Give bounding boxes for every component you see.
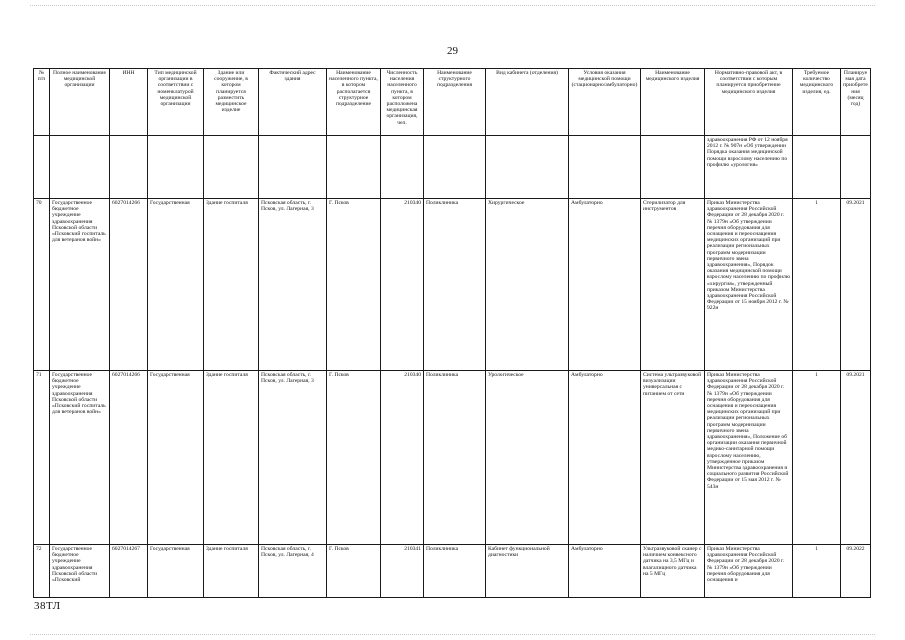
care-conditions: Амбулаторно (569, 199, 641, 371)
locality: Г. Псков (327, 371, 381, 545)
header-cell: Фактический адрес здания (259, 69, 327, 136)
organization-name: Государственное бюджетное учреждение здравоохранения Псковской области «Псковский (50, 545, 110, 598)
legal-act: Приказ Министерства здравоохранения Российской Федерации от 28 декабря 2020 г. № 1379н «Об утверждении перечня оборудования для оснащения и переоснащения медицинских организаций при реализации региональных программ модернизации первичного звена здравоохранения», Порядок оказания медицинской помощи взрослому населению по профилю «хирургия», утвержденный приказом Министерства здравоохранения Российской Федерации от 15 ноября 2012 г. № 922н (705, 199, 793, 371)
equipment-table (33, 68, 871, 598)
organization-name: Государственное бюджетное учреждение здравоохранения Псковской области «Псковский госпиталь для ветеранов войн» (50, 199, 110, 371)
row-number: 71 (34, 371, 50, 545)
header-cell: Требуемое количество медицинского изделия, ед. (793, 69, 841, 136)
legal-act: Приказ Министерства здравоохранения Российской Федерации от 28 декабря 2020 г. № 1379н «Об утверждении перечня оборудования для оснащения и переоснащения медицинских организаций при реализации региональных программ модернизации первичного звена здравоохранения», Положение об организации оказания первичной медико-санитарной помощи взрослому населению, утвержденное приказом Министерства здравоохранения и социального развития Российской Федерации от 15 мая 2012 г. № 543н (705, 371, 793, 545)
header-cell: Численность населения населенного пункта, в котором расположена медицинская организация, чел. (381, 69, 424, 136)
table-row (34, 545, 871, 598)
quantity: 1 (793, 371, 841, 545)
building: Здание госпиталя (204, 545, 259, 598)
locality: Г. Псков (327, 545, 381, 598)
population: 210341 (381, 545, 424, 598)
header-cell: Здание или сооружение, в котором планируется разместить медицинское изделие (204, 69, 259, 136)
organization-name: Государственное бюджетное учреждение здравоохранения Псковской области «Псковский госпиталь для ветеранов войн» (50, 371, 110, 545)
header-cell: Наименование населенного пункта, в котором располагается структурное подразделение (327, 69, 381, 136)
structural-unit: Поликлиника (424, 199, 486, 371)
care-conditions: Амбулаторно (569, 371, 641, 545)
organization-type: Государственная (148, 545, 204, 598)
device-name: Система ультразвуковой визуализации универсальная с питанием от сети (641, 371, 705, 545)
header-cell: Вид кабинета (отделения) (486, 69, 569, 136)
structural-unit: Поликлиника (424, 371, 486, 545)
table-row (34, 199, 871, 371)
room-type: Кабинет функциональной диагностики (486, 545, 569, 598)
room-type: Хирургическое (486, 199, 569, 371)
scan-edge-bottom (30, 634, 875, 635)
inn: 6027014266 (110, 199, 148, 371)
legal-act-continuation: здравоохранения РФ от 12 ноября 2012 г. № 907н «Об утверждении Порядка оказания медицинской помощи взрослому населению по профилю «урология» (705, 136, 793, 199)
population: 210340 (381, 371, 424, 545)
inn: 6027014267 (110, 545, 148, 598)
table-row (34, 371, 871, 545)
care-conditions: Амбулаторно (569, 545, 641, 598)
device-name: Ультразвуковой сканер с наличием конвексного датчика на 3,5 МГц и влагалищного датчика на 5 МГц (641, 545, 705, 598)
header-cell: № п/п (34, 69, 50, 136)
population: 210340 (381, 199, 424, 371)
planned-date: 09.2022 (841, 545, 871, 598)
organization-type: Государственная (148, 199, 204, 371)
header-cell: Наименование структурного подразделения (424, 69, 486, 136)
scan-edge-top (30, 5, 875, 6)
row-number: 70 (34, 199, 50, 371)
quantity: 1 (793, 545, 841, 598)
legal-act: Приказ Министерства здравоохранения Российской Федерации от 28 декабря 2020 г. № 1379н «Об утверждении перечня оборудования для оснащения и (705, 545, 793, 598)
page-number: 29 (447, 45, 458, 57)
inn: 6027014266 (110, 371, 148, 545)
header-cell: Тип медицинской организации в соответствии с номенклатурой медицинской организации (148, 69, 204, 136)
header-cell: ИНН (110, 69, 148, 136)
address: Псковская область, г. Псков, ул. Лагерная, 3 (259, 199, 327, 371)
organization-type: Государственная (148, 371, 204, 545)
document-code: 38ТЛ (34, 600, 61, 612)
device-name: Стерилизатор для инструментов (641, 199, 705, 371)
building: Здание госпиталя (204, 199, 259, 371)
table-header-row (34, 69, 871, 136)
table-row-continuation (34, 136, 871, 199)
structural-unit: Поликлиника (424, 545, 486, 598)
planned-date: 09.2021 (841, 199, 871, 371)
building: Здание госпиталя (204, 371, 259, 545)
address: Псковская область, г. Псков, ул. Лагерная, 3 (259, 371, 327, 545)
header-cell: Условия оказания медицинской помощи (стационарно/амбулаторно) (569, 69, 641, 136)
address: Псковская область, г. Псков, ул. Лагерная, 4 (259, 545, 327, 598)
row-number: 72 (34, 545, 50, 598)
header-cell: Нормативно-правовой акт, в соответствии с которым планируется приобретение медицинского изделия (705, 69, 793, 136)
quantity: 1 (793, 199, 841, 371)
locality: Г. Псков (327, 199, 381, 371)
header-cell: Полное наименование медицинской организации (50, 69, 110, 136)
room-type: Урологическое (486, 371, 569, 545)
header-cell: Наименование медицинского изделия (641, 69, 705, 136)
planned-date: 09.2021 (841, 371, 871, 545)
header-cell: Планируемая дата приобретения (месяц год) (841, 69, 871, 136)
